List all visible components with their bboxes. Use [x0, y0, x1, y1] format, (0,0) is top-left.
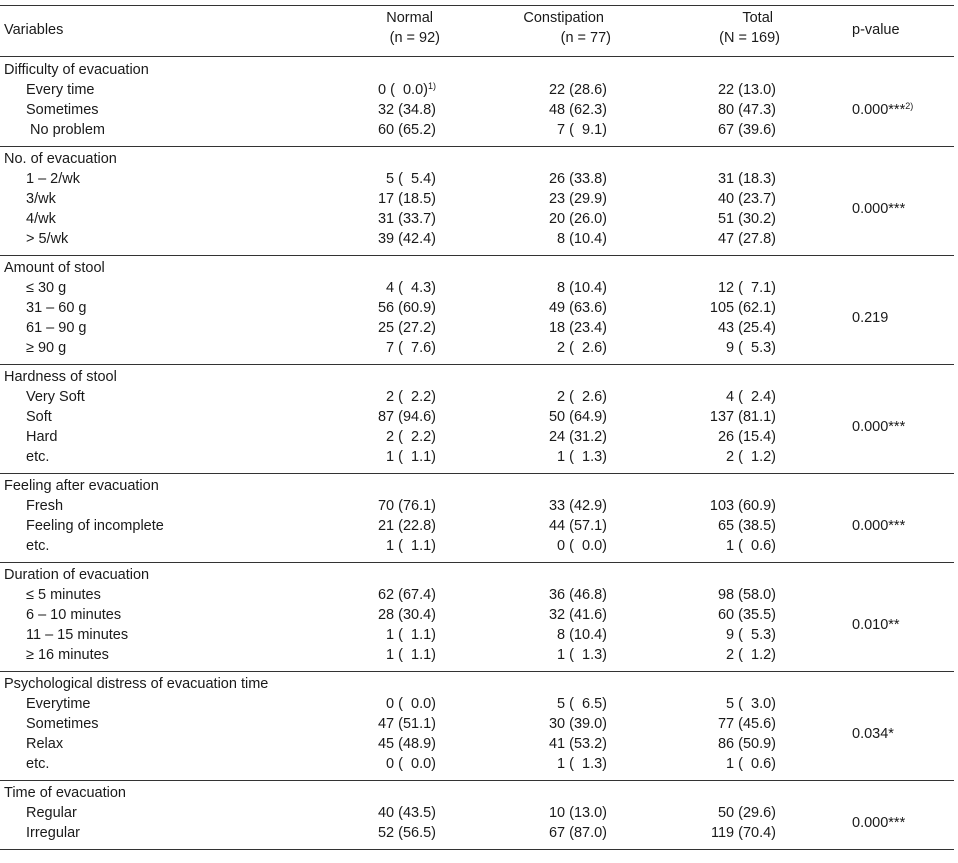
normal-value: 87 (94.6): [377, 409, 436, 425]
section-title: Feeling after evacuation: [4, 478, 159, 494]
normal-value: 31 (33.7): [377, 211, 436, 227]
row-label: 11 – 15 minutes: [26, 627, 129, 643]
header-normal-n: (n = 92): [389, 30, 440, 46]
table-row: [0, 427, 954, 447]
p-value: 0.219: [852, 310, 889, 326]
row-label: etc.: [26, 449, 50, 465]
normal-value: 1 ( 1.1): [386, 647, 436, 663]
constipation-value: 50 (64.9): [548, 409, 607, 425]
constipation-value: 1 ( 1.3): [557, 449, 607, 465]
section-title-row: [0, 565, 954, 585]
constipation-value: 36 (46.8): [548, 587, 607, 603]
row-label: Fresh: [26, 498, 64, 514]
header-total-label: Total: [742, 10, 773, 26]
header-total: [719, 8, 780, 54]
constipation-value: 18 (23.4): [548, 320, 607, 336]
row-label: ≥ 16 minutes: [26, 647, 109, 663]
row-label: Sometimes: [26, 102, 99, 118]
section-title: Duration of evacuation: [4, 567, 150, 583]
section-title-row: [0, 258, 954, 278]
normal-value: 39 (42.4): [377, 231, 436, 247]
section-title: Psychological distress of evacuation time: [4, 676, 269, 692]
total-value: 65 (38.5): [717, 518, 776, 534]
row-label: 3/wk: [26, 191, 56, 207]
table-row: [0, 516, 954, 536]
constipation-value: 8 (10.4): [557, 280, 607, 296]
normal-value: 0 ( 0.0)$^{1)}$: [378, 81, 436, 98]
table-row: [0, 714, 954, 734]
constipation-value: 0 ( 0.0): [557, 538, 607, 554]
total-value: 26 (15.4): [717, 429, 776, 445]
total-value: 119 (70.4): [710, 825, 776, 841]
total-value: 60 (35.5): [717, 607, 776, 623]
row-label: 6 – 10 minutes: [26, 607, 122, 623]
normal-value: 62 (67.4): [377, 587, 436, 603]
total-value: 9 ( 5.3): [726, 340, 776, 356]
total-value: 47 (27.8): [717, 231, 776, 247]
section-title-row: [0, 149, 954, 169]
table-row: [0, 338, 954, 358]
p-value: 0.000***$^{2)}$: [852, 101, 914, 118]
constipation-value: 23 (29.9): [548, 191, 607, 207]
section-rule: [0, 780, 954, 781]
table-row: [0, 536, 954, 556]
section-rule: [0, 671, 954, 672]
p-value: 0.000***: [852, 518, 906, 534]
constipation-value: 44 (57.1): [548, 518, 607, 534]
row-label: ≤ 30 g: [26, 280, 67, 296]
table-top-rule: [0, 5, 954, 6]
normal-value: 25 (27.2): [377, 320, 436, 336]
total-value: 40 (23.7): [717, 191, 776, 207]
constipation-value: 48 (62.3): [548, 102, 607, 118]
constipation-value: 2 ( 2.6): [557, 340, 607, 356]
total-value: 4 ( 2.4): [726, 389, 776, 405]
total-value: 2 ( 1.2): [726, 449, 776, 465]
section-title: No. of evacuation: [4, 151, 117, 167]
normal-value: 45 (48.9): [377, 736, 436, 752]
constipation-value: 20 (26.0): [548, 211, 607, 227]
section-title-row: [0, 60, 954, 80]
normal-value: 1 ( 1.1): [386, 538, 436, 554]
row-label: 31 – 60 g: [26, 300, 87, 316]
normal-value: 47 (51.1): [377, 716, 436, 732]
table-row: [0, 298, 954, 318]
constipation-value: 8 (10.4): [557, 627, 607, 643]
normal-value: 21 (22.8): [377, 518, 436, 534]
table-row: [0, 278, 954, 298]
table-row: [0, 734, 954, 754]
section-title-row: [0, 367, 954, 387]
table-row: [0, 754, 954, 774]
constipation-value: 67 (87.0): [548, 825, 607, 841]
p-value: 0.000***: [852, 201, 906, 217]
section-title: Difficulty of evacuation: [4, 62, 149, 78]
normal-value: 7 ( 7.6): [386, 340, 436, 356]
constipation-value: 41 (53.2): [548, 736, 607, 752]
section-rule: [0, 146, 954, 147]
normal-value: 28 (30.4): [377, 607, 436, 623]
constipation-value: 8 (10.4): [557, 231, 607, 247]
table-row: [0, 387, 954, 407]
table-row: [0, 209, 954, 229]
normal-value: 1 ( 1.1): [386, 449, 436, 465]
table-row: [0, 803, 954, 823]
row-label: Regular: [26, 805, 77, 821]
constipation-value: 10 (13.0): [548, 805, 607, 821]
table-row: [0, 496, 954, 516]
total-value: 1 ( 0.6): [726, 756, 776, 772]
row-label: 61 – 90 g: [26, 320, 87, 336]
constipation-value: 33 (42.9): [548, 498, 607, 514]
section-rule: [0, 562, 954, 563]
footnote-marker: 2): [905, 101, 914, 111]
header-constipation-n: (n = 77): [560, 30, 611, 46]
section-title: Amount of stool: [4, 260, 105, 276]
row-label: etc.: [26, 756, 50, 772]
constipation-value: 30 (39.0): [548, 716, 607, 732]
row-label: Everytime: [26, 696, 91, 712]
total-value: 12 ( 7.1): [717, 280, 776, 296]
row-label: Hard: [26, 429, 58, 445]
section-rule: [0, 473, 954, 474]
row-label: 1 – 2/wk: [26, 171, 80, 187]
total-value: 137 (81.1): [709, 409, 776, 425]
total-value: 80 (47.3): [717, 102, 776, 118]
p-value: 0.000***: [852, 419, 906, 435]
section-title-row: [0, 476, 954, 496]
section-rule: [0, 364, 954, 365]
normal-value: 52 (56.5): [377, 825, 436, 841]
constipation-value: 2 ( 2.6): [557, 389, 607, 405]
p-value: 0.034*: [852, 726, 894, 742]
p-value: 0.000***: [852, 815, 906, 831]
total-value: 43 (25.4): [717, 320, 776, 336]
normal-value: 1 ( 1.1): [386, 627, 436, 643]
constipation-value: 7 ( 9.1): [557, 122, 607, 138]
constipation-value: 22 (28.6): [548, 82, 607, 98]
normal-value: 2 ( 2.2): [386, 389, 436, 405]
normal-value: 56 (60.9): [377, 300, 436, 316]
header-constipation-label: Constipation: [523, 10, 604, 26]
normal-value: 0 ( 0.0): [386, 756, 436, 772]
total-value: 86 (50.9): [717, 736, 776, 752]
row-label: Soft: [26, 409, 52, 425]
total-value: 77 (45.6): [717, 716, 776, 732]
constipation-value: 26 (33.8): [548, 171, 607, 187]
table-row: [0, 447, 954, 467]
row-label: No problem: [26, 122, 105, 138]
header-constipation: [523, 8, 611, 54]
total-value: 22 (13.0): [717, 82, 776, 98]
normal-value: 2 ( 2.2): [386, 429, 436, 445]
constipation-value: 1 ( 1.3): [557, 756, 607, 772]
table-row: [0, 625, 954, 645]
total-value: 31 (18.3): [717, 171, 776, 187]
header-total-n: (N = 169): [719, 30, 780, 46]
header-variables: Variables: [4, 22, 64, 38]
row-label: Sometimes: [26, 716, 99, 732]
row-label: ≥ 90 g: [26, 340, 67, 356]
total-value: 105 (62.1): [709, 300, 776, 316]
table-row: [0, 605, 954, 625]
section-title: Time of evacuation: [4, 785, 126, 801]
header-normal: [386, 8, 440, 54]
normal-value: 32 (34.8): [377, 102, 436, 118]
section-title-row: [0, 674, 954, 694]
section-title-row: [0, 783, 954, 803]
constipation-value: 24 (31.2): [548, 429, 607, 445]
table-row: [0, 585, 954, 605]
row-label: ≤ 5 minutes: [26, 587, 101, 603]
constipation-value: 49 (63.6): [548, 300, 607, 316]
normal-value: 70 (76.1): [377, 498, 436, 514]
normal-value: 17 (18.5): [377, 191, 436, 207]
row-label: Very Soft: [26, 389, 85, 405]
row-label: > 5/wk: [26, 231, 69, 247]
total-value: 51 (30.2): [717, 211, 776, 227]
table-row: [0, 169, 954, 189]
table-row: [0, 120, 954, 140]
table-row: [0, 318, 954, 338]
total-value: 5 ( 3.0): [726, 696, 776, 712]
section-rule: [0, 56, 954, 57]
constipation-value: 32 (41.6): [548, 607, 607, 623]
constipation-value: 1 ( 1.3): [557, 647, 607, 663]
section-rule: [0, 849, 954, 850]
section-title: Hardness of stool: [4, 369, 117, 385]
row-label: etc.: [26, 538, 50, 554]
table-row: [0, 229, 954, 249]
total-value: 103 (60.9): [709, 498, 776, 514]
constipation-value: 5 ( 6.5): [557, 696, 607, 712]
header-normal-label: Normal: [386, 10, 433, 26]
table-row: [0, 694, 954, 714]
normal-value: 4 ( 4.3): [386, 280, 436, 296]
table-row: [0, 80, 954, 100]
row-label: Every time: [26, 82, 95, 98]
total-value: 67 (39.6): [717, 122, 776, 138]
normal-value: 0 ( 0.0): [386, 696, 436, 712]
footnote-marker: 1): [427, 81, 436, 91]
total-value: 1 ( 0.6): [726, 538, 776, 554]
normal-value: 60 (65.2): [377, 122, 436, 138]
table-row: [0, 823, 954, 843]
row-label: Feeling of incomplete: [26, 518, 164, 534]
row-label: 4/wk: [26, 211, 56, 227]
total-value: 50 (29.6): [717, 805, 776, 821]
table-row: [0, 189, 954, 209]
total-value: 9 ( 5.3): [726, 627, 776, 643]
normal-value: 5 ( 5.4): [386, 171, 436, 187]
row-label: Relax: [26, 736, 64, 752]
table-row: [0, 100, 954, 120]
section-rule: [0, 255, 954, 256]
normal-value: 40 (43.5): [377, 805, 436, 821]
table-row: [0, 407, 954, 427]
table-row: [0, 645, 954, 665]
header-pvalue: p-value: [852, 22, 900, 38]
row-label: Irregular: [26, 825, 80, 841]
total-value: 98 (58.0): [717, 587, 776, 603]
total-value: 2 ( 1.2): [726, 647, 776, 663]
p-value: 0.010**: [852, 617, 900, 633]
